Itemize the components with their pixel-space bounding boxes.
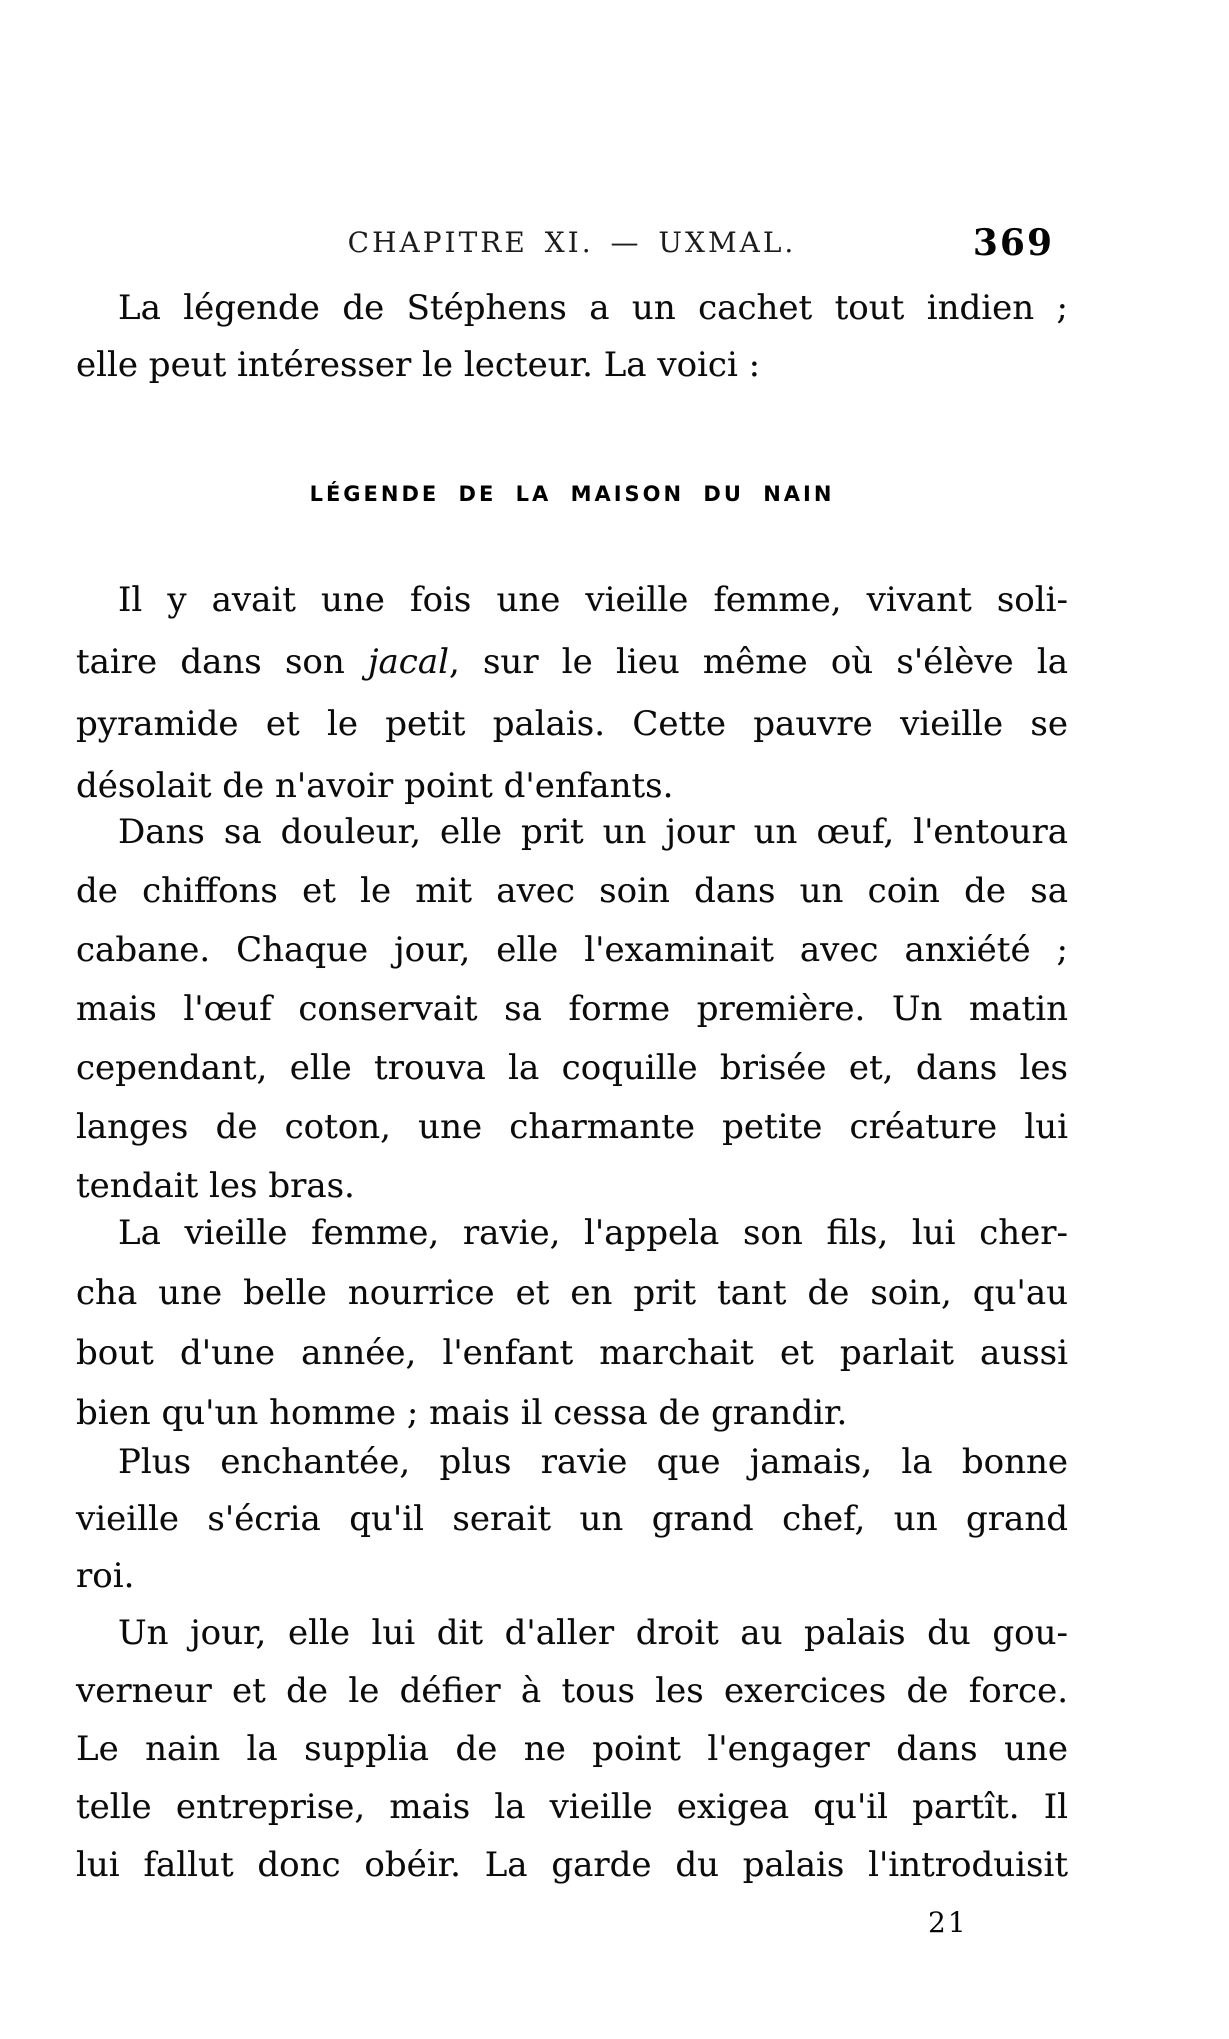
- text-line: Dans sa douleur, elle prit un jour un œuf, l'entoura: [118, 812, 1068, 852]
- legend-paragraph-4: [76, 1434, 1068, 1605]
- page-number: 369: [972, 222, 1054, 264]
- text-line: de chiffons et le mit avec soin dans un coin de sa: [76, 871, 1068, 911]
- text-line: désolait de n'avoir point d'enfants.: [76, 766, 674, 806]
- text-line: tendait les bras.: [76, 1166, 355, 1206]
- signature-line: [76, 1906, 1068, 1946]
- text-line: Un jour, elle lui dit d'aller droit au palais du gou-: [118, 1613, 1068, 1653]
- intro-paragraph: [76, 280, 1068, 394]
- text-line: La vieille femme, ravie, l'appela son fils, lui cher-: [118, 1213, 1068, 1253]
- text-line: bien qu'un homme ; mais il cessa de grandir.: [76, 1393, 848, 1433]
- text-line: lui fallut donc obéir. La garde du palais l'introduisit: [76, 1845, 1068, 1885]
- text-line: elle peut intéresser le lecteur. La voici :: [76, 345, 761, 385]
- text-line: taire dans son jacal, sur le lieu même où s'élève la: [76, 642, 1068, 682]
- section-heading: LÉGENDE DE LA MAISON DU NAIN: [309, 482, 835, 506]
- text-line: cependant, elle trouva la coquille brisée et, dans les: [76, 1048, 1068, 1088]
- text-line: langes de coton, une charmante petite créature lui: [76, 1107, 1068, 1147]
- text-line: cha une belle nourrice et en prit tant de soin, qu'au: [76, 1273, 1068, 1313]
- legend-paragraph-1: [76, 569, 1068, 817]
- text-line: telle entreprise, mais la vieille exigea qu'il partît. Il: [76, 1787, 1068, 1827]
- text-line: roi.: [76, 1556, 135, 1596]
- text-line: cabane. Chaque jour, elle l'examinait avec anxiété ;: [76, 930, 1068, 970]
- legend-paragraph-3: [76, 1203, 1068, 1443]
- running-head-title: CHAPITRE XI. — UXMAL.: [347, 226, 797, 259]
- text-line: Il y avait une fois une vieille femme, vivant soli-: [118, 580, 1068, 620]
- text-line: vieille s'écria qu'il serait un grand chef, un grand: [76, 1499, 1068, 1539]
- text-line: bout d'une année, l'enfant marchait et parlait aussi: [76, 1333, 1068, 1373]
- signature-mark: 21: [928, 1906, 968, 1939]
- text-line: La légende de Stéphens a un cachet tout indien ;: [118, 288, 1068, 328]
- text-line: pyramide et le petit palais. Cette pauvre vieille se: [76, 704, 1068, 744]
- text-line: verneur et de le défier à tous les exercices de force.: [76, 1671, 1068, 1711]
- text-line: Plus enchantée, plus ravie que jamais, la bonne: [118, 1442, 1068, 1482]
- text-line: mais l'œuf conservait sa forme première. Un matin: [76, 989, 1068, 1029]
- legend-paragraph-5: [76, 1604, 1068, 1894]
- legend-paragraph-2: [76, 803, 1068, 1216]
- text-line: Le nain la supplia de ne point l'engager dans une: [76, 1729, 1068, 1769]
- running-header: [76, 222, 1068, 272]
